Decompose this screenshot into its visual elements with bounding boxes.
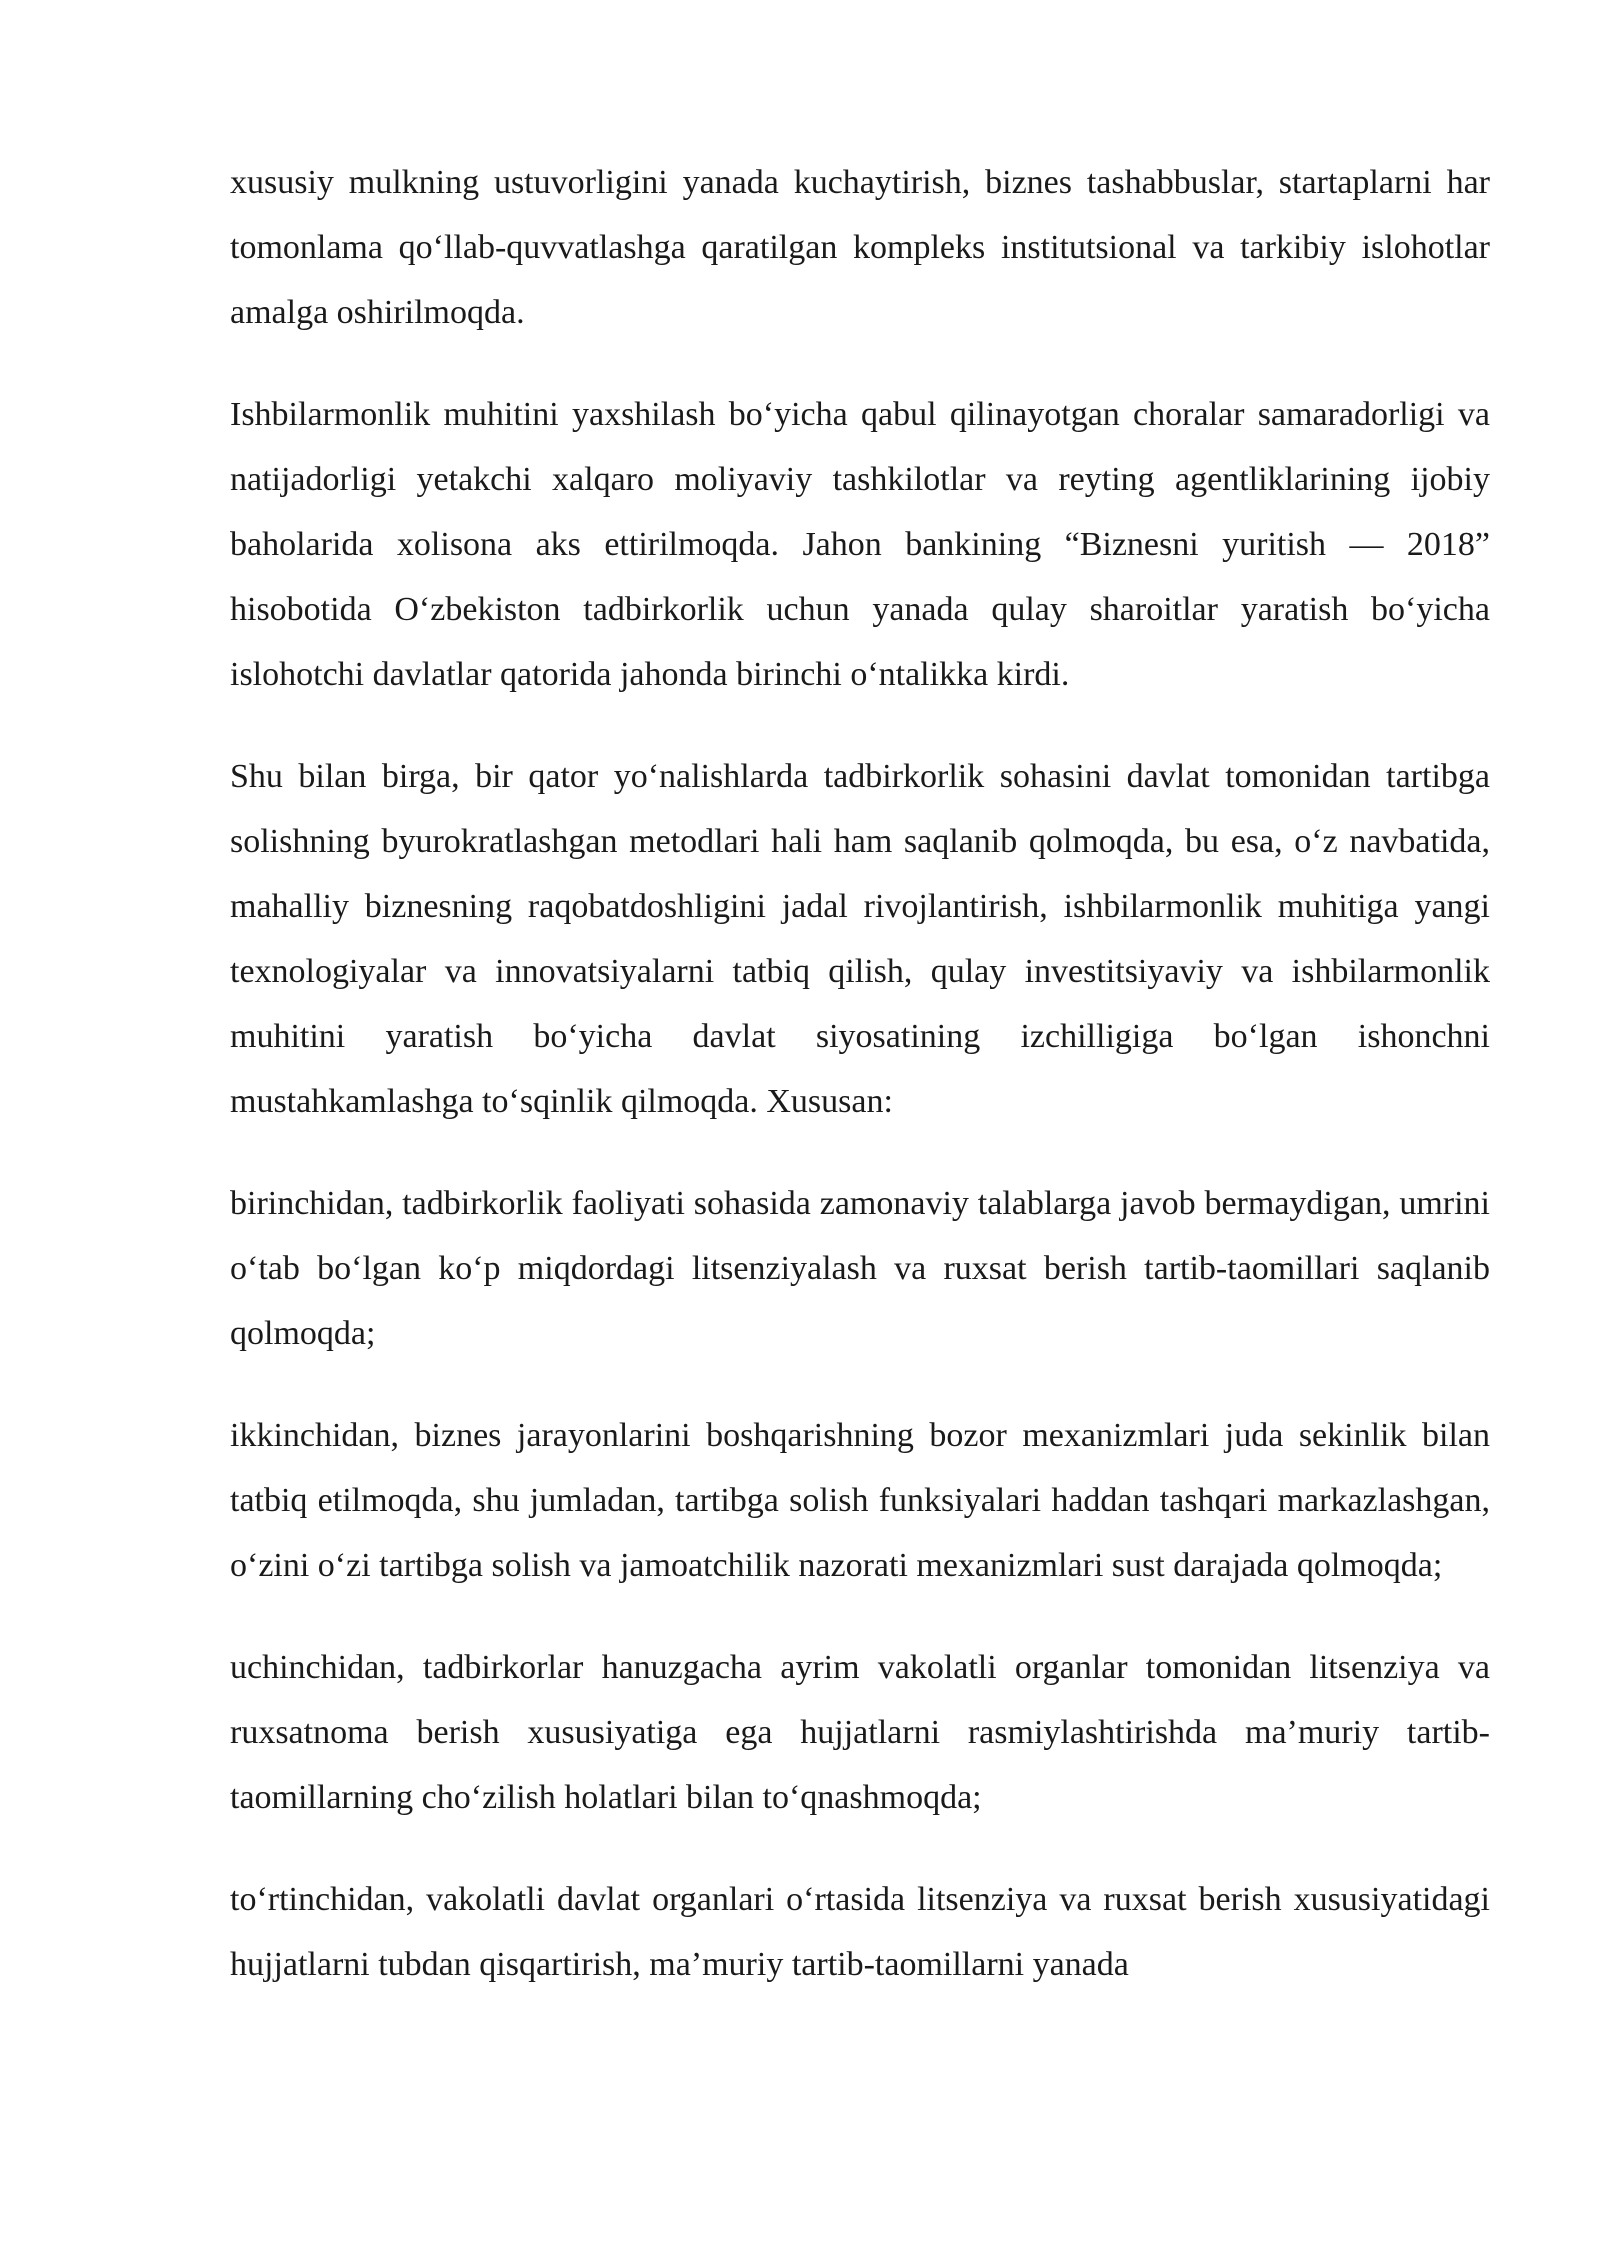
paragraph-1: xususiy mulkning ustuvorligini yanada kuchaytirish, biznes tashabbuslar, startaplarni har tomonlama qo‘llab-quvvatlashga qaratilgan kompleks institutsional va tarkibiy islohotlar amalga oshirilmoqda. — [230, 164, 1490, 331]
paragraph-6: uchinchidan, tadbirkorlar hanuzgacha ayrim vakolatli organlar tomonidan litsenziya va ruxsatnoma berish xususiyatiga ega hujjatlarni rasmiylashtirishda ma’muriy tartib-taomillarning cho‘zilish holatlari bilan to‘qnashmoqda; — [230, 1649, 1490, 1816]
document-body — [230, 150, 1490, 2034]
paragraph-4: birinchidan, tadbirkorlik faoliyati sohasida zamonaviy talablarga javob bermaydigan, umrini o‘tab bo‘lgan ko‘p miqdordagi litsenziyalash va ruxsat berish tartib-taomillari saqlanib qolmoqda; — [230, 1185, 1490, 1352]
paragraph-7: to‘rtinchidan, vakolatli davlat organlari o‘rtasida litsenziya va ruxsat berish xususiyatidagi hujjatlarni tubdan qisqartirish, ma’muriy tartib-taomillarni yanada — [230, 1881, 1490, 1983]
paragraph-2: Ishbilarmonlik muhitini yaxshilash bo‘yicha qabul qilinayotgan choralar samaradorligi va natijadorligi yetakchi xalqaro moliyaviy tashkilotlar va reyting agentliklarining ijobiy baholarida xolisona aks ettirilmoqda. Jahon bankining “Biznesni yuritish — 2018” hisobotida O‘zbekiston tadbirkorlik uchun yanada qulay sharoitlar yaratish bo‘yicha islohotchi davlatlar qatorida jahonda birinchi o‘ntalikka kirdi. — [230, 396, 1490, 693]
paragraph-5: ikkinchidan, biznes jarayonlarini boshqarishning bozor mexanizmlari juda sekinlik bilan tatbiq etilmoqda, shu jumladan, tartibga solish funksiyalari haddan tashqari markazlashgan, o‘zini o‘zi tartibga solish va jamoatchilik nazorati mexanizmlari sust darajada qolmoqda; — [230, 1417, 1490, 1584]
paragraph-3: Shu bilan birga, bir qator yo‘nalishlarda tadbirkorlik sohasini davlat tomonidan tartibga solishning byurokratlashgan metodlari hali ham saqlanib qolmoqda, bu esa, o‘z navbatida, mahalliy biznesning raqobatdoshligini jadal rivojlantirish, ishbilarmonlik muhitiga yangi texnologiyalar va innovatsiyalarni tatbiq qilish, qulay investitsiyaviy va ishbilarmonlik muhitini yaratish bo‘yicha davlat siyosatining izchilligiga bo‘lgan ishonchni mustahkamlashga to‘sqinlik qilmoqda. Xususan: — [230, 758, 1490, 1120]
